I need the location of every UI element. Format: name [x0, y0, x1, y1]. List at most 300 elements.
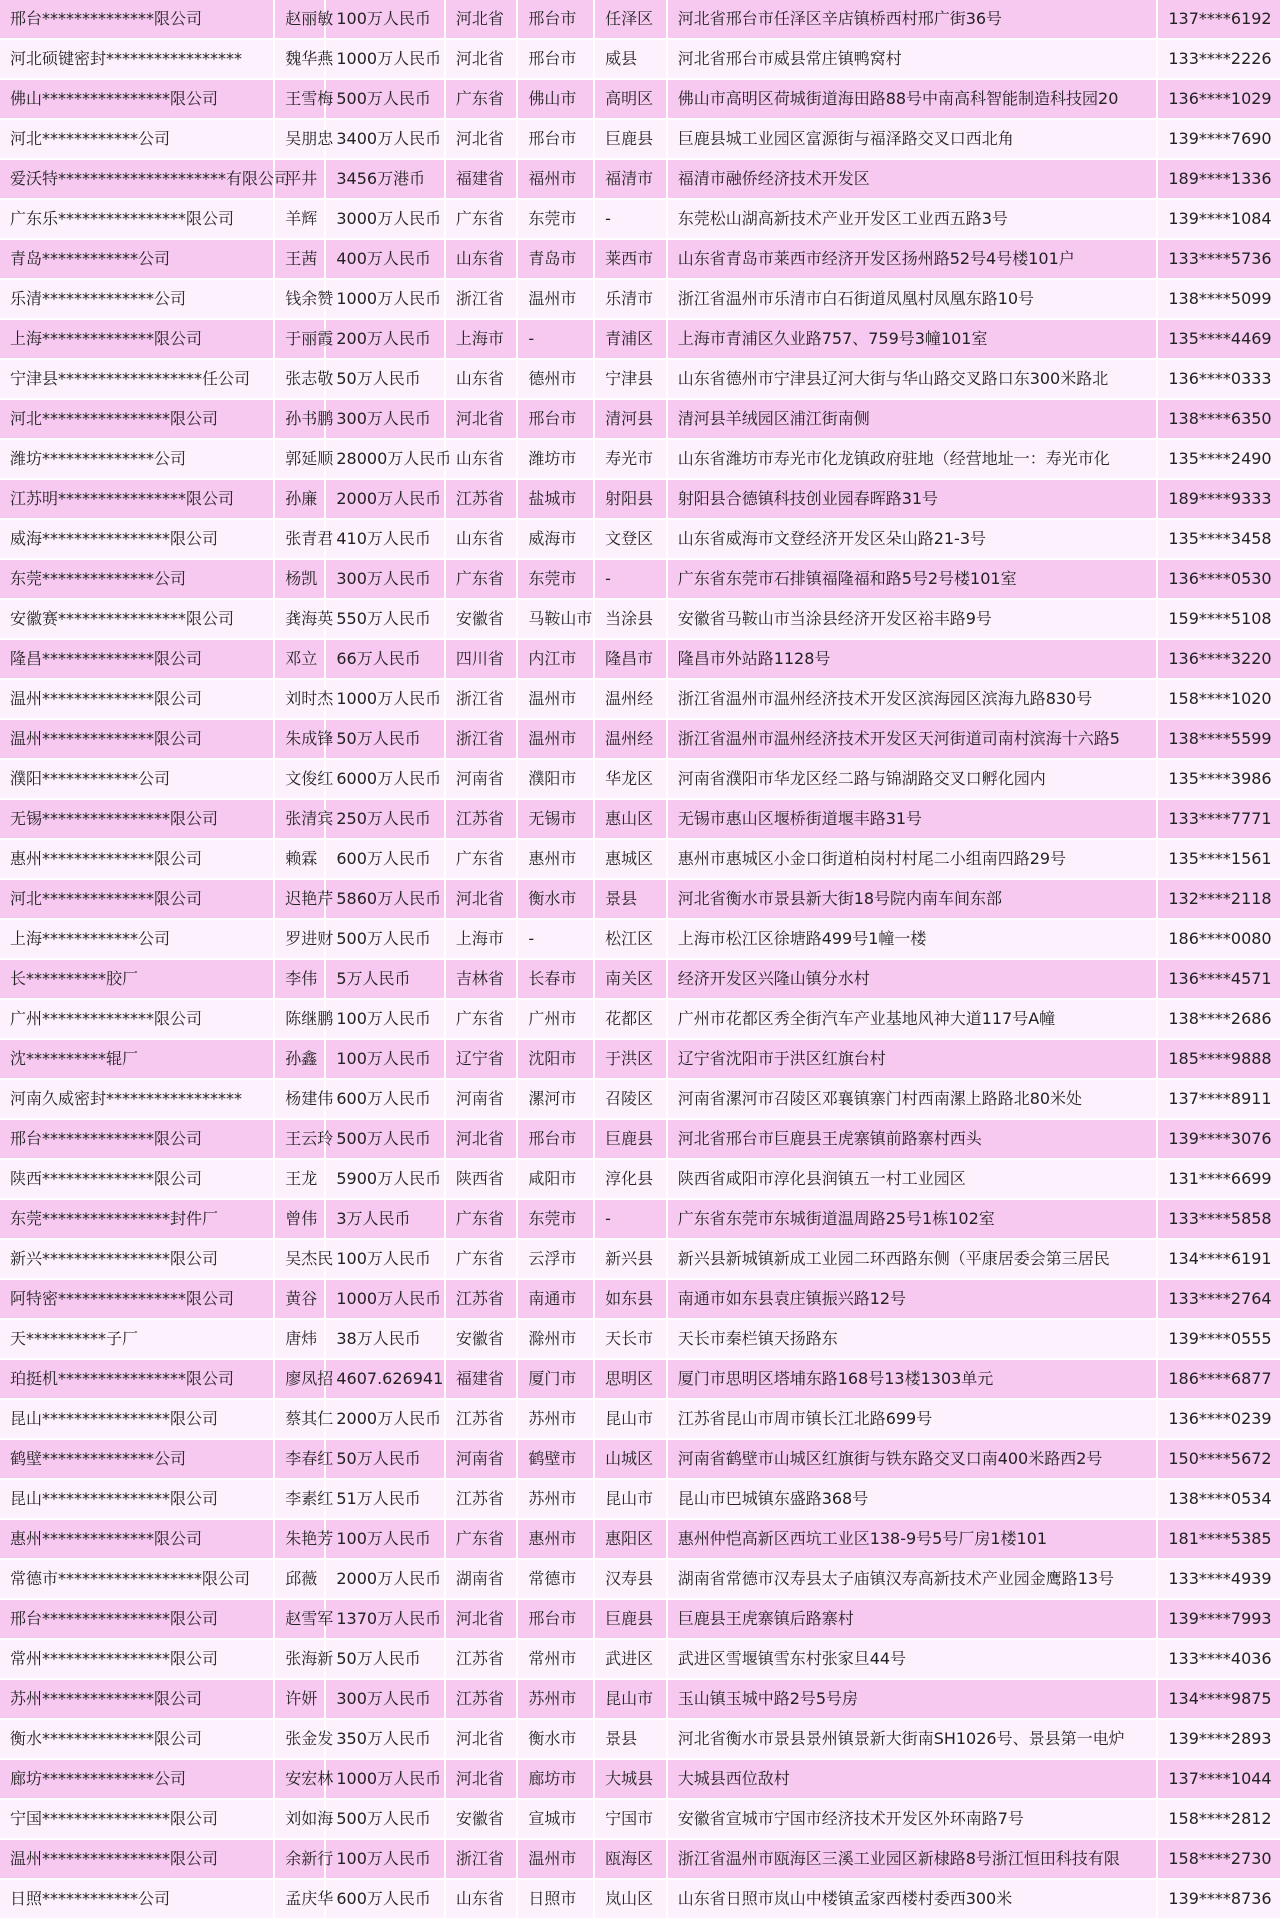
city-cell: 滁州市 — [518, 1320, 595, 1360]
province-cell: 江苏省 — [446, 1480, 519, 1520]
company-name-cell: 安徽赛****************限公司 — [0, 600, 275, 640]
phone-cell: 136****0333 — [1158, 360, 1280, 400]
district-cell: 莱西市 — [595, 240, 668, 280]
company-name-cell: 邢台**************限公司 — [0, 0, 275, 40]
province-cell: 河北省 — [446, 1760, 519, 1800]
address-cell: 浙江省温州市温州经济技术开发区天河街道司南村滨海十六路5 — [668, 720, 1159, 760]
table-row — [0, 1520, 1280, 1560]
table-row — [0, 480, 1280, 520]
registered-capital-cell: 6000万人民币 — [326, 760, 445, 800]
district-cell: 昆山市 — [595, 1480, 668, 1520]
legal-person-cell: 李春红 — [275, 1440, 326, 1480]
legal-person-cell: 钱余赞 — [275, 280, 326, 320]
province-cell: 广东省 — [446, 1000, 519, 1040]
province-cell: 广东省 — [446, 80, 519, 120]
table-row — [0, 1320, 1280, 1360]
phone-cell: 138****5599 — [1158, 720, 1280, 760]
legal-person-cell: 唐炜 — [275, 1320, 326, 1360]
company-name-cell: 河北**************限公司 — [0, 880, 275, 920]
phone-cell: 135****4469 — [1158, 320, 1280, 360]
company-name-cell: 衡水**************限公司 — [0, 1720, 275, 1760]
table-row — [0, 1400, 1280, 1440]
province-cell: 河北省 — [446, 400, 519, 440]
legal-person-cell: 孙廉 — [275, 480, 326, 520]
city-cell: 无锡市 — [518, 800, 595, 840]
district-cell: 射阳县 — [595, 480, 668, 520]
address-cell: 东莞松山湖高新技术产业开发区工业西五路3号 — [668, 200, 1159, 240]
table-row — [0, 1480, 1280, 1520]
company-name-cell: 长**********胶厂 — [0, 960, 275, 1000]
registered-capital-cell: 50万人民币 — [326, 720, 445, 760]
company-name-cell: 珀挺机****************限公司 — [0, 1360, 275, 1400]
address-cell: 大城县西位敌村 — [668, 1760, 1159, 1800]
city-cell: 邢台市 — [518, 120, 595, 160]
company-name-cell: 宁津县******************任公司 — [0, 360, 275, 400]
district-cell: 青浦区 — [595, 320, 668, 360]
city-cell: 宣城市 — [518, 1800, 595, 1840]
province-cell: 上海市 — [446, 320, 519, 360]
province-cell: 陕西省 — [446, 1160, 519, 1200]
city-cell: 邢台市 — [518, 0, 595, 40]
registered-capital-cell: 2000万人民币 — [326, 1560, 445, 1600]
company-name-cell: 东莞****************封件厂 — [0, 1200, 275, 1240]
registered-capital-cell: 5900万人民币 — [326, 1160, 445, 1200]
province-cell: 上海市 — [446, 920, 519, 960]
district-cell: 巨鹿县 — [595, 120, 668, 160]
company-name-cell: 阿特密****************限公司 — [0, 1280, 275, 1320]
phone-cell: 133****2764 — [1158, 1280, 1280, 1320]
district-cell: 昆山市 — [595, 1400, 668, 1440]
province-cell: 安徽省 — [446, 1800, 519, 1840]
company-name-cell: 惠州**************限公司 — [0, 1520, 275, 1560]
province-cell: 江苏省 — [446, 800, 519, 840]
city-cell: 苏州市 — [518, 1400, 595, 1440]
address-cell: 河北省邢台市巨鹿县王虎寨镇前路寨村西头 — [668, 1120, 1159, 1160]
legal-person-cell: 郭延顺 — [275, 440, 326, 480]
address-cell: 南通市如东县袁庄镇振兴路12号 — [668, 1280, 1159, 1320]
province-cell: 广东省 — [446, 840, 519, 880]
address-cell: 浙江省温州市温州经济技术开发区滨海园区滨海九路830号 — [668, 680, 1159, 720]
legal-person-cell: 余新行 — [275, 1840, 326, 1880]
table-row — [0, 240, 1280, 280]
district-cell: 召陵区 — [595, 1080, 668, 1120]
district-cell: 山城区 — [595, 1440, 668, 1480]
address-cell: 山东省德州市宁津县辽河大街与华山路交叉路口东300米路北 — [668, 360, 1159, 400]
company-name-cell: 河北硕键密封***************** — [0, 40, 275, 80]
registered-capital-cell: 300万人民币 — [326, 400, 445, 440]
province-cell: 山东省 — [446, 240, 519, 280]
table-row — [0, 440, 1280, 480]
legal-person-cell: 李伟 — [275, 960, 326, 1000]
registered-capital-cell: 1370万人民币 — [326, 1600, 445, 1640]
phone-cell: 150****5672 — [1158, 1440, 1280, 1480]
address-cell: 无锡市惠山区堰桥街道堰丰路31号 — [668, 800, 1159, 840]
table-row — [0, 400, 1280, 440]
province-cell: 江苏省 — [446, 480, 519, 520]
registered-capital-cell: 100万人民币 — [326, 1040, 445, 1080]
registered-capital-cell: 1000万人民币 — [326, 680, 445, 720]
province-cell: 山东省 — [446, 440, 519, 480]
company-name-cell: 青岛************公司 — [0, 240, 275, 280]
table-row — [0, 1760, 1280, 1800]
city-cell: 东莞市 — [518, 560, 595, 600]
phone-cell: 134****6191 — [1158, 1240, 1280, 1280]
phone-cell: 159****5108 — [1158, 600, 1280, 640]
table-row — [0, 1120, 1280, 1160]
phone-cell: 135****3458 — [1158, 520, 1280, 560]
district-cell: 如东县 — [595, 1280, 668, 1320]
legal-person-cell: 曾伟 — [275, 1200, 326, 1240]
company-name-cell: 邢台**************限公司 — [0, 1120, 275, 1160]
district-cell: 宁津县 — [595, 360, 668, 400]
table-row — [0, 1880, 1280, 1920]
phone-cell: 136****4571 — [1158, 960, 1280, 1000]
registered-capital-cell: 600万人民币 — [326, 840, 445, 880]
address-cell: 清河县羊绒园区浦江街南侧 — [668, 400, 1159, 440]
table-row — [0, 1000, 1280, 1040]
legal-person-cell: 张志敬 — [275, 360, 326, 400]
phone-cell: 138****0534 — [1158, 1480, 1280, 1520]
phone-cell: 133****4939 — [1158, 1560, 1280, 1600]
phone-cell: 139****3076 — [1158, 1120, 1280, 1160]
province-cell: 河南省 — [446, 1080, 519, 1120]
table-row — [0, 1080, 1280, 1120]
legal-person-cell: 吴朋忠 — [275, 120, 326, 160]
province-cell: 山东省 — [446, 1880, 519, 1920]
table-row — [0, 1600, 1280, 1640]
legal-person-cell: 王云玲 — [275, 1120, 326, 1160]
city-cell: 沈阳市 — [518, 1040, 595, 1080]
legal-person-cell: 张清宾 — [275, 800, 326, 840]
city-cell: 德州市 — [518, 360, 595, 400]
company-name-cell: 新兴****************限公司 — [0, 1240, 275, 1280]
district-cell: 惠城区 — [595, 840, 668, 880]
district-cell: 思明区 — [595, 1360, 668, 1400]
district-cell: 巨鹿县 — [595, 1600, 668, 1640]
district-cell: 花都区 — [595, 1000, 668, 1040]
table-row — [0, 560, 1280, 600]
address-cell: 上海市青浦区久业路757、759号3幢101室 — [668, 320, 1159, 360]
table-row — [0, 840, 1280, 880]
province-cell: 广东省 — [446, 1520, 519, 1560]
registered-capital-cell: 3000万人民币 — [326, 200, 445, 240]
company-name-cell: 温州**************限公司 — [0, 720, 275, 760]
address-cell: 经济开发区兴隆山镇分水村 — [668, 960, 1159, 1000]
legal-person-cell: 孙鑫 — [275, 1040, 326, 1080]
address-cell: 陕西省咸阳市淳化县润镇五一村工业园区 — [668, 1160, 1159, 1200]
company-name-cell: 上海**************限公司 — [0, 320, 275, 360]
legal-person-cell: 张金发 — [275, 1720, 326, 1760]
city-cell: 温州市 — [518, 680, 595, 720]
legal-person-cell: 杨建伟 — [275, 1080, 326, 1120]
address-cell: 浙江省温州市乐清市白石街道凤凰村凤凰东路10号 — [668, 280, 1159, 320]
city-cell: 南通市 — [518, 1280, 595, 1320]
table-row — [0, 280, 1280, 320]
province-cell: 山东省 — [446, 520, 519, 560]
phone-cell: 158****2730 — [1158, 1840, 1280, 1880]
registered-capital-cell: 4607.626941 — [326, 1360, 445, 1400]
phone-cell: 136****1029 — [1158, 80, 1280, 120]
table-row — [0, 1240, 1280, 1280]
province-cell: 河北省 — [446, 1600, 519, 1640]
province-cell: 山东省 — [446, 360, 519, 400]
table-row — [0, 360, 1280, 400]
company-name-cell: 惠州**************限公司 — [0, 840, 275, 880]
legal-person-cell: 蔡其仁 — [275, 1400, 326, 1440]
phone-cell: 131****6699 — [1158, 1160, 1280, 1200]
legal-person-cell: 张海新 — [275, 1640, 326, 1680]
city-cell: 惠州市 — [518, 840, 595, 880]
city-cell: 邢台市 — [518, 40, 595, 80]
registered-capital-cell: 300万人民币 — [326, 560, 445, 600]
phone-cell: 137****8911 — [1158, 1080, 1280, 1120]
address-cell: 广东省东莞市东城街道温周路25号1栋102室 — [668, 1200, 1159, 1240]
district-cell: - — [595, 200, 668, 240]
registered-capital-cell: 28000万人民币 — [326, 440, 445, 480]
province-cell: 浙江省 — [446, 1840, 519, 1880]
phone-cell: 133****4036 — [1158, 1640, 1280, 1680]
registered-capital-cell: 100万人民币 — [326, 1240, 445, 1280]
city-cell: 邢台市 — [518, 400, 595, 440]
city-cell: 福州市 — [518, 160, 595, 200]
province-cell: 浙江省 — [446, 280, 519, 320]
table-row — [0, 1200, 1280, 1240]
phone-cell: 139****2893 — [1158, 1720, 1280, 1760]
address-cell: 福清市融侨经济技术开发区 — [668, 160, 1159, 200]
table-row — [0, 720, 1280, 760]
address-cell: 河北省邢台市任泽区辛店镇桥西村邢广街36号 — [668, 0, 1159, 40]
address-cell: 山东省日照市岚山中楼镇孟家西楼村委西300米 — [668, 1880, 1159, 1920]
registered-capital-cell: 2000万人民币 — [326, 1400, 445, 1440]
address-cell: 射阳县合德镇科技创业园春晖路31号 — [668, 480, 1159, 520]
legal-person-cell: 刘如海 — [275, 1800, 326, 1840]
address-cell: 惠州仲恺高新区西坑工业区138-9号5号厂房1楼101 — [668, 1520, 1159, 1560]
company-name-cell: 温州**************限公司 — [0, 680, 275, 720]
address-cell: 河北省衡水市景县新大街18号院内南车间东部 — [668, 880, 1159, 920]
registered-capital-cell: 3万人民币 — [326, 1200, 445, 1240]
city-cell: 苏州市 — [518, 1680, 595, 1720]
district-cell: 当涂县 — [595, 600, 668, 640]
phone-cell: 135****3986 — [1158, 760, 1280, 800]
table-row — [0, 600, 1280, 640]
city-cell: 青岛市 — [518, 240, 595, 280]
table-row — [0, 80, 1280, 120]
legal-person-cell: 罗进财 — [275, 920, 326, 960]
company-name-cell: 河北************公司 — [0, 120, 275, 160]
phone-cell: 139****1084 — [1158, 200, 1280, 240]
address-cell: 山东省潍坊市寿光市化龙镇政府驻地（经营地址一：寿光市化 — [668, 440, 1159, 480]
phone-cell: 181****5385 — [1158, 1520, 1280, 1560]
province-cell: 河北省 — [446, 40, 519, 80]
legal-person-cell: 迟艳芹 — [275, 880, 326, 920]
legal-person-cell: 朱成锋 — [275, 720, 326, 760]
legal-person-cell: 孟庆华 — [275, 1880, 326, 1920]
table-row — [0, 160, 1280, 200]
registered-capital-cell: 38万人民币 — [326, 1320, 445, 1360]
table-row — [0, 120, 1280, 160]
legal-person-cell: 张青君 — [275, 520, 326, 560]
phone-cell: 133****5736 — [1158, 240, 1280, 280]
phone-cell: 138****6350 — [1158, 400, 1280, 440]
registered-capital-cell: 410万人民币 — [326, 520, 445, 560]
address-cell: 广东省东莞市石排镇福隆福和路5号2号楼101室 — [668, 560, 1159, 600]
district-cell: - — [595, 1200, 668, 1240]
district-cell: 寿光市 — [595, 440, 668, 480]
registered-capital-cell: 66万人民币 — [326, 640, 445, 680]
address-cell: 河南省濮阳市华龙区经二路与锦湖路交叉口孵化园内 — [668, 760, 1159, 800]
city-cell: 惠州市 — [518, 1520, 595, 1560]
registered-capital-cell: 1000万人民币 — [326, 280, 445, 320]
table-row — [0, 1160, 1280, 1200]
district-cell: 天长市 — [595, 1320, 668, 1360]
province-cell: 辽宁省 — [446, 1040, 519, 1080]
district-cell: 惠阳区 — [595, 1520, 668, 1560]
district-cell: 威县 — [595, 40, 668, 80]
province-cell: 河北省 — [446, 120, 519, 160]
legal-person-cell: 许妍 — [275, 1680, 326, 1720]
phone-cell: 136****0530 — [1158, 560, 1280, 600]
district-cell: 昆山市 — [595, 1680, 668, 1720]
legal-person-cell: 羊辉 — [275, 200, 326, 240]
city-cell: 邢台市 — [518, 1600, 595, 1640]
registered-capital-cell: 600万人民币 — [326, 1880, 445, 1920]
company-name-cell: 隆昌**************限公司 — [0, 640, 275, 680]
registered-capital-cell: 550万人民币 — [326, 600, 445, 640]
address-cell: 安徽省宣城市宁国市经济技术开发区外环南路7号 — [668, 1800, 1159, 1840]
registered-capital-cell: 100万人民币 — [326, 1520, 445, 1560]
registered-capital-cell: 1000万人民币 — [326, 1760, 445, 1800]
address-cell: 武进区雪堰镇雪东村张家旦44号 — [668, 1640, 1159, 1680]
address-cell: 安徽省马鞍山市当涂县经济开发区裕丰路9号 — [668, 600, 1159, 640]
province-cell: 河北省 — [446, 0, 519, 40]
address-cell: 山东省青岛市莱西市经济开发区扬州路52号4号楼101户 — [668, 240, 1159, 280]
table-row — [0, 0, 1280, 40]
district-cell: 温州经 — [595, 720, 668, 760]
province-cell: 浙江省 — [446, 680, 519, 720]
province-cell: 安徽省 — [446, 1320, 519, 1360]
phone-cell: 185****9888 — [1158, 1040, 1280, 1080]
province-cell: 福建省 — [446, 1360, 519, 1400]
city-cell: 潍坊市 — [518, 440, 595, 480]
legal-person-cell: 赵丽敏 — [275, 0, 326, 40]
legal-person-cell: 邱薇 — [275, 1560, 326, 1600]
company-name-cell: 常德市******************限公司 — [0, 1560, 275, 1600]
table-row — [0, 680, 1280, 720]
company-name-cell: 宁国****************限公司 — [0, 1800, 275, 1840]
phone-cell: 158****1020 — [1158, 680, 1280, 720]
legal-person-cell: 王茜 — [275, 240, 326, 280]
city-cell: 东莞市 — [518, 1200, 595, 1240]
district-cell: 清河县 — [595, 400, 668, 440]
province-cell: 河北省 — [446, 1120, 519, 1160]
legal-person-cell: 杨凯 — [275, 560, 326, 600]
province-cell: 河北省 — [446, 880, 519, 920]
district-cell: 新兴县 — [595, 1240, 668, 1280]
city-cell: 邢台市 — [518, 1120, 595, 1160]
city-cell: 廊坊市 — [518, 1760, 595, 1800]
city-cell: 鹤壁市 — [518, 1440, 595, 1480]
registered-capital-cell: 100万人民币 — [326, 1000, 445, 1040]
address-cell: 广州市花都区秀全街汽车产业基地风神大道117号A幢 — [668, 1000, 1159, 1040]
table-row — [0, 1840, 1280, 1880]
company-name-cell: 陕西**************限公司 — [0, 1160, 275, 1200]
phone-cell: 137****6192 — [1158, 0, 1280, 40]
district-cell: - — [595, 560, 668, 600]
registered-capital-cell: 1000万人民币 — [326, 40, 445, 80]
registered-capital-cell: 200万人民币 — [326, 320, 445, 360]
address-cell: 湖南省常德市汉寿县太子庙镇汉寿高新技术产业园金鹰路13号 — [668, 1560, 1159, 1600]
company-name-cell: 东莞**************公司 — [0, 560, 275, 600]
district-cell: 于洪区 — [595, 1040, 668, 1080]
legal-person-cell: 安宏林 — [275, 1760, 326, 1800]
table-row — [0, 1720, 1280, 1760]
company-name-cell: 佛山****************限公司 — [0, 80, 275, 120]
phone-cell: 139****7690 — [1158, 120, 1280, 160]
city-cell: 濮阳市 — [518, 760, 595, 800]
legal-person-cell: 王龙 — [275, 1160, 326, 1200]
company-name-cell: 河北****************限公司 — [0, 400, 275, 440]
province-cell: 河南省 — [446, 1440, 519, 1480]
table-row — [0, 760, 1280, 800]
phone-cell: 138****2686 — [1158, 1000, 1280, 1040]
address-cell: 玉山镇玉城中路2号5号房 — [668, 1680, 1159, 1720]
table-row — [0, 1360, 1280, 1400]
company-name-cell: 沈**********辊厂 — [0, 1040, 275, 1080]
registered-capital-cell: 5万人民币 — [326, 960, 445, 1000]
company-name-cell: 江苏明****************限公司 — [0, 480, 275, 520]
company-name-cell: 爱沃特*********************有限公司 — [0, 160, 275, 200]
province-cell: 广东省 — [446, 1240, 519, 1280]
district-cell: 汉寿县 — [595, 1560, 668, 1600]
legal-person-cell: 邓立 — [275, 640, 326, 680]
city-cell: 盐城市 — [518, 480, 595, 520]
company-name-cell: 潍坊**************公司 — [0, 440, 275, 480]
district-cell: 松江区 — [595, 920, 668, 960]
table-row — [0, 920, 1280, 960]
table-row — [0, 640, 1280, 680]
address-cell: 昆山市巴城镇东盛路368号 — [668, 1480, 1159, 1520]
province-cell: 江苏省 — [446, 1640, 519, 1680]
district-cell: 高明区 — [595, 80, 668, 120]
registered-capital-cell: 3456万港币 — [326, 160, 445, 200]
company-name-cell: 无锡****************限公司 — [0, 800, 275, 840]
phone-cell: 132****2118 — [1158, 880, 1280, 920]
address-cell: 辽宁省沈阳市于洪区红旗台村 — [668, 1040, 1159, 1080]
address-cell: 巨鹿县王虎寨镇后路寨村 — [668, 1600, 1159, 1640]
address-cell: 河北省衡水市景县景州镇景新大街南SH1026号、景县第一电炉 — [668, 1720, 1159, 1760]
legal-person-cell: 龚海英 — [275, 600, 326, 640]
legal-person-cell: 于丽霞 — [275, 320, 326, 360]
city-cell: 马鞍山市 — [518, 600, 595, 640]
legal-person-cell: 孙书鹏 — [275, 400, 326, 440]
phone-cell: 139****8736 — [1158, 1880, 1280, 1920]
company-name-cell: 威海****************限公司 — [0, 520, 275, 560]
company-name-cell: 天**********子厂 — [0, 1320, 275, 1360]
registered-capital-cell: 300万人民币 — [326, 1680, 445, 1720]
address-cell: 佛山市高明区荷城街道海田路88号中南高科智能制造科技园20 — [668, 80, 1159, 120]
registered-capital-cell: 250万人民币 — [326, 800, 445, 840]
address-cell: 厦门市思明区塔埔东路168号13楼1303单元 — [668, 1360, 1159, 1400]
district-cell: 宁国市 — [595, 1800, 668, 1840]
table-row — [0, 880, 1280, 920]
company-name-cell: 日照************公司 — [0, 1880, 275, 1920]
address-cell: 天长市秦栏镇天扬路东 — [668, 1320, 1159, 1360]
company-name-cell: 昆山****************限公司 — [0, 1480, 275, 1520]
phone-cell: 136****0239 — [1158, 1400, 1280, 1440]
registered-capital-cell: 400万人民币 — [326, 240, 445, 280]
phone-cell: 186****6877 — [1158, 1360, 1280, 1400]
province-cell: 河北省 — [446, 1720, 519, 1760]
